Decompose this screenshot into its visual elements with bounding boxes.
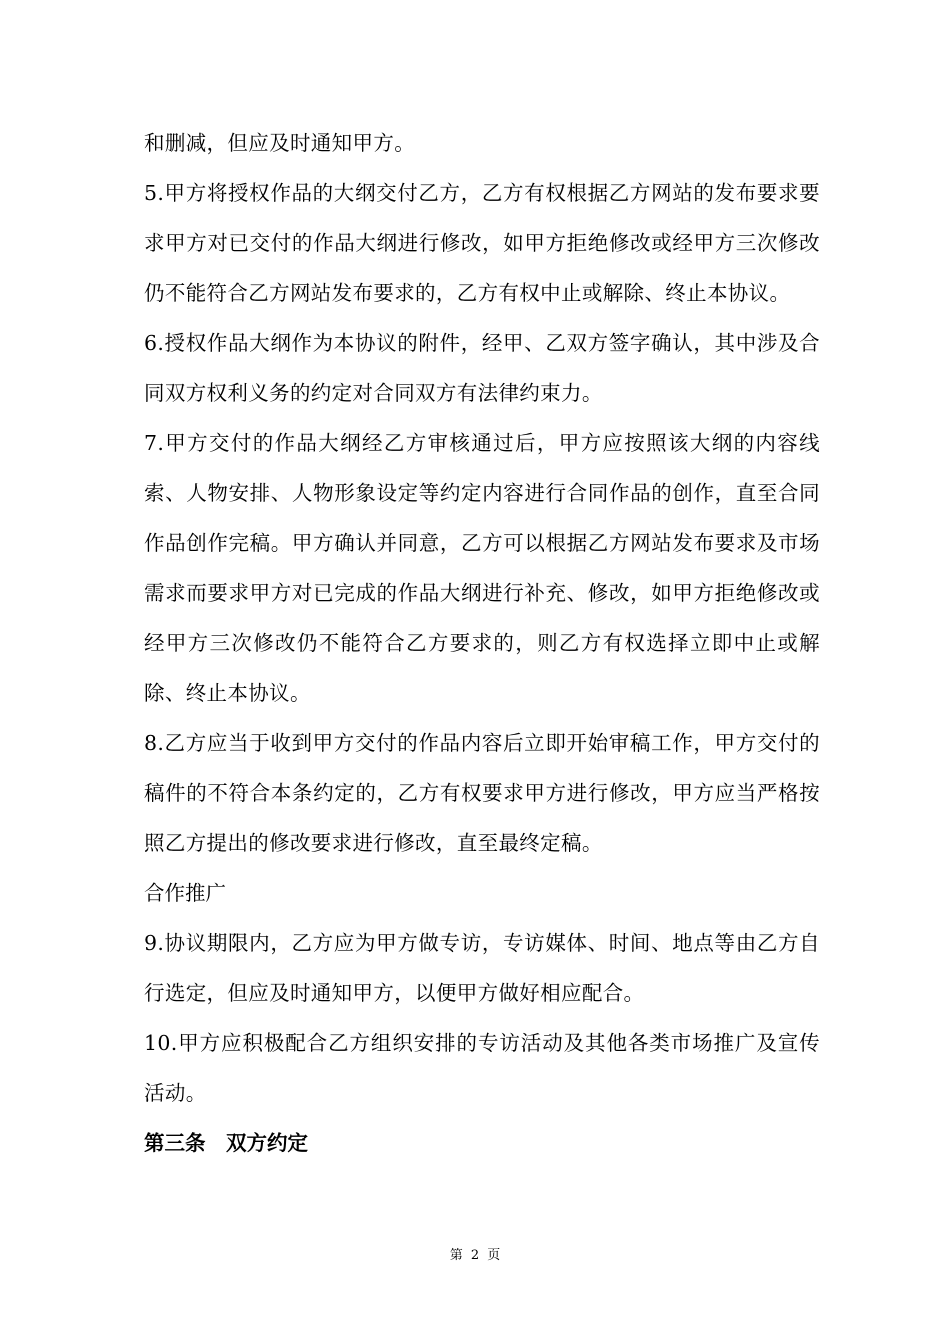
clause-7: 7.甲方交付的作品大纲经乙方审核通过后，甲方应按照该大纲的内容线索、人物安排、人物形象设定等约定内容进行合同作品的创作，直至合同作品创作完稿。甲方确认并同意，乙方可以根据乙方网站发布要求及市场需求而要求甲方对已完成的作品大纲进行补充、修改，如甲方拒绝修改或经甲方三次修改仍不能符合乙方要求的，则乙方有权选择立即中止或解除、终止本协议。 (144, 431, 820, 705)
clause-8: 8.乙方应当于收到甲方交付的作品内容后立即开始审稿工作，甲方交付的稿件的不符合本条约定的，乙方有权要求甲方进行修改，甲方应当严格按照乙方提出的修改要求进行修改，直至最终定稿。 (144, 731, 820, 855)
section-heading-article-3: 第三条 双方约定 (144, 1131, 308, 1155)
subheading-cooperation-promotion: 合作推广 (144, 881, 226, 905)
paragraph-continuation: 和删减，但应及时通知甲方。 (144, 131, 416, 155)
clause-10: 10.甲方应积极配合乙方组织安排的专访活动及其他各类市场推广及宣传活动。 (144, 1031, 820, 1105)
page-number: 第 2 页 (449, 1248, 501, 1263)
clause-5: 5.甲方将授权作品的大纲交付乙方，乙方有权根据乙方网站的发布要求要求甲方对已交付的作品大纲进行修改，如甲方拒绝修改或经甲方三次修改仍不能符合乙方网站发布要求的，乙方有权中止或解除、终止本协议。 (144, 181, 820, 305)
clause-9: 9.协议期限内，乙方应为甲方做专访，专访媒体、时间、地点等由乙方自行选定，但应及时通知甲方，以便甲方做好相应配合。 (144, 931, 820, 1005)
document-body (144, 118, 820, 1168)
clause-6: 6.授权作品大纲作为本协议的附件，经甲、乙双方签字确认，其中涉及合同双方权利义务的约定对合同双方有法律约束力。 (144, 331, 820, 405)
